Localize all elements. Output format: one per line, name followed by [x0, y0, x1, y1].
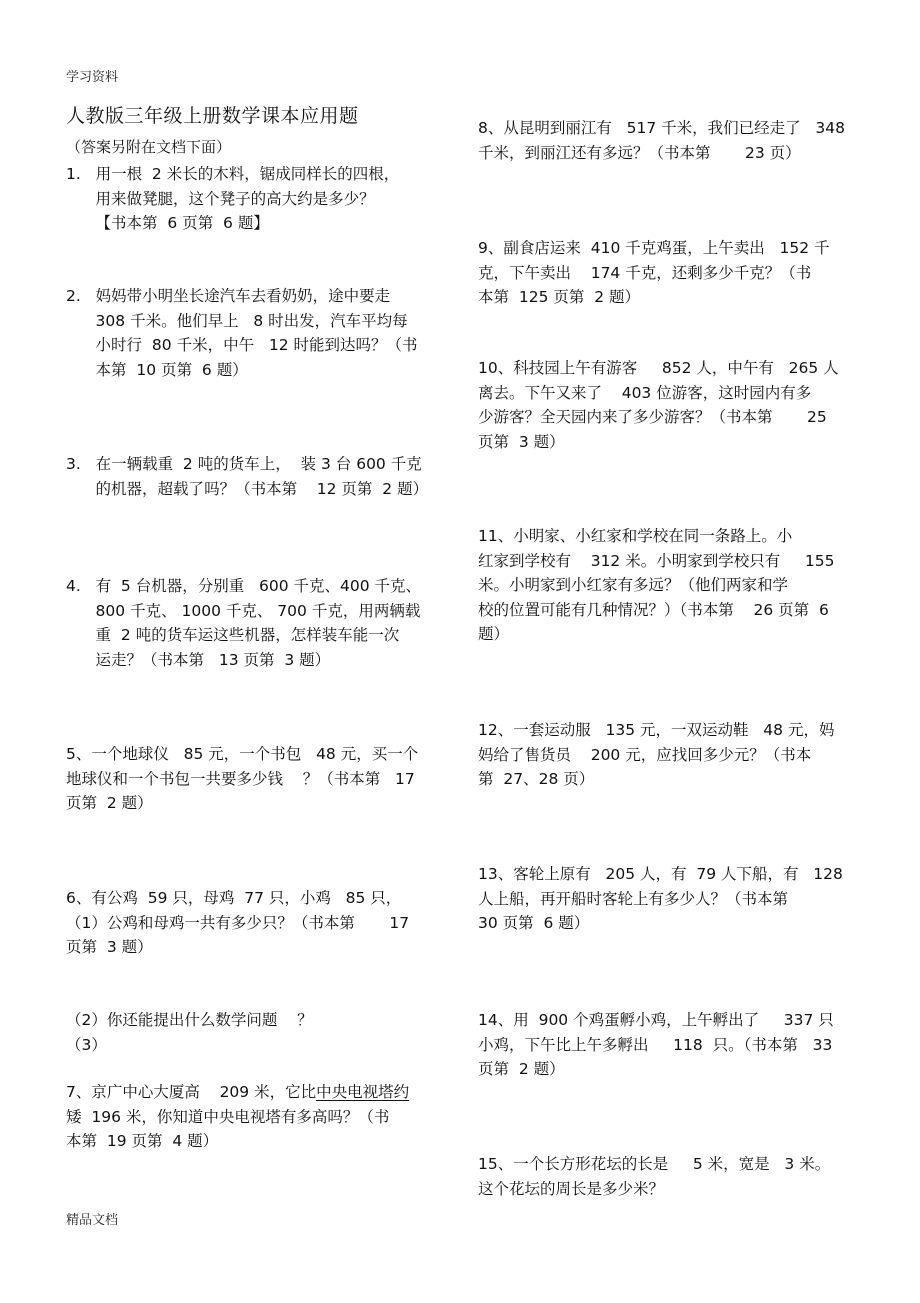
question-13: [478, 862, 843, 936]
question-line: 人上船，再开船时客轮上有多少人？（书本第: [478, 889, 789, 908]
question-line: 308 千米。他们早上 8 时出发，汽车平均每: [66, 311, 408, 330]
question-line: 8、从昆明到丽江有 517 千米，我们已经走了 348: [478, 119, 846, 137]
question-1: [66, 162, 399, 236]
underlined-phrase: 中央电视塔约: [316, 1083, 410, 1101]
question-line: 矮 196 米，你知道中央电视塔有多高吗？（书: [66, 1107, 390, 1126]
question-15: [478, 1152, 830, 1201]
question-6: [66, 886, 409, 960]
question-10: [478, 356, 839, 454]
question-14: [478, 1008, 834, 1082]
question-2: [66, 284, 418, 382]
question-line: 【书本第 6 页第 6 题】: [66, 214, 269, 232]
question-line: 本第 19 页第 4 题）: [66, 1132, 219, 1150]
question-line: 小时行 80 千米，中午 12 时能到达吗？（书: [66, 336, 418, 354]
question-line: 2. 妈妈带小明坐长途汽车去看奶奶，途中要走: [66, 287, 391, 305]
question-line: 5、一个地球仪 85 元，一个书包 48 元，买一个: [66, 745, 419, 763]
question-line: 页第 3 题）: [478, 432, 565, 451]
question-line: 本第 10 页第 6 题）: [66, 360, 248, 379]
question-3: [66, 452, 428, 501]
question-line: 6、有公鸡 59 只，母鸡 77 只，小鸡 85 只，: [66, 889, 402, 907]
question-line: 第 27、28 页）: [478, 770, 595, 788]
question-line: 800 千克、 1000 千克、 700 千克，用两辆载: [66, 601, 421, 620]
question-line: 妈给了售货员 200 元，应找回多少元？（书本: [478, 745, 812, 764]
question-line: 题）: [478, 625, 510, 643]
question-6-subparts: [66, 1008, 313, 1057]
question-line: 的机器，超载了吗？（书本第 12 页第 2 题）: [66, 479, 429, 498]
footer-label: 精品文档: [66, 1213, 119, 1228]
question-line: （3）: [66, 1035, 107, 1054]
question-line: 页第 2 题）: [66, 794, 153, 812]
question-line: 13、客轮上原有 205 人，有 79 人下船，有 128: [478, 865, 843, 883]
question-line: 用来做凳腿，这个凳子的高大约是多少？: [66, 189, 375, 208]
question-7: [66, 1080, 409, 1154]
question-8: [478, 116, 845, 165]
question-9: [478, 236, 830, 310]
question-line: 千米，到丽江还有多远？（书本第 23 页）: [478, 143, 801, 162]
question-line: 地球仪和一个书包一共要多少钱 ？（书本第 17: [66, 769, 415, 788]
question-line: 小鸡，下午比上午多孵出 118 只。（书本第 33: [478, 1035, 833, 1054]
question-line: 离去。下午又来了 403 位游客，这时园内有多: [478, 383, 812, 402]
question-line: 9、副食店运来 410 千克鸡蛋，上午卖出 152 千: [478, 239, 830, 257]
header-label: 学习资料: [66, 70, 119, 85]
question-line: 4. 有 5 台机器，分别重 600 千克、400 千克、: [66, 577, 422, 595]
question-line: 这个花坛的周长是多少米？: [478, 1179, 665, 1198]
question-line: 14、用 900 个鸡蛋孵小鸡，上午孵出了 337 只: [478, 1011, 834, 1029]
question-4: [66, 574, 421, 672]
answer-note: （答案另附在文档下面）: [66, 138, 232, 156]
question-line: 页第 3 题）: [66, 938, 153, 956]
question-line: 运走？（书本第 13 页第 3 题）: [66, 650, 331, 669]
question-line: 重 2 吨的货车运这些机器，怎样装车能一次: [66, 626, 400, 644]
question-line: 少游客？全天园内来了多少游客？（书本第 25: [478, 408, 827, 426]
question-line: 10、科技园上午有游客 852 人，中午有 265 人: [478, 359, 839, 377]
question-line: 1. 用一根 2 米长的木料，锯成同样长的四根，: [66, 165, 400, 183]
question-12: [478, 718, 834, 792]
question-line: 校的位置可能有几种情况？）（书本第 26 页第 6: [478, 600, 829, 619]
question-line: 11、小明家、小红家和学校在同一条路上。小: [478, 527, 793, 545]
document-title: 人教版三年级上册数学课本应用题: [66, 105, 359, 127]
question-line: 30 页第 6 题）: [478, 914, 590, 932]
question-line: 页第 2 题）: [478, 1060, 565, 1078]
question-line: 红家到学校有 312 米。小明家到学校只有 155: [478, 551, 835, 570]
question-5: [66, 742, 418, 816]
question-line: 米。小明家到小红家有多远？（他们两家和学: [478, 576, 789, 594]
question-line: 15、一个长方形花坛的长是 5 米，宽是 3 米。: [478, 1155, 831, 1173]
question-line: 克，下午卖出 174 千克，还剩多少千克？（书: [478, 263, 812, 282]
question-line: [66, 1080, 409, 1105]
question-line: （1）公鸡和母鸡一共有多少只？（书本第 17: [66, 913, 410, 932]
question-line: （2）你还能提出什么数学问题 ？: [66, 1011, 313, 1029]
question-text: 7、京广中心大厦高 209 米，它比: [66, 1083, 317, 1101]
question-line: 3. 在一辆载重 2 吨的货车上， 装 3 台 600 千克: [66, 455, 422, 473]
question-line: 12、一套运动服 135 元，一双运动鞋 48 元，妈: [478, 721, 835, 739]
question-11: [478, 524, 834, 647]
question-line: 本第 125 页第 2 题）: [478, 288, 641, 306]
